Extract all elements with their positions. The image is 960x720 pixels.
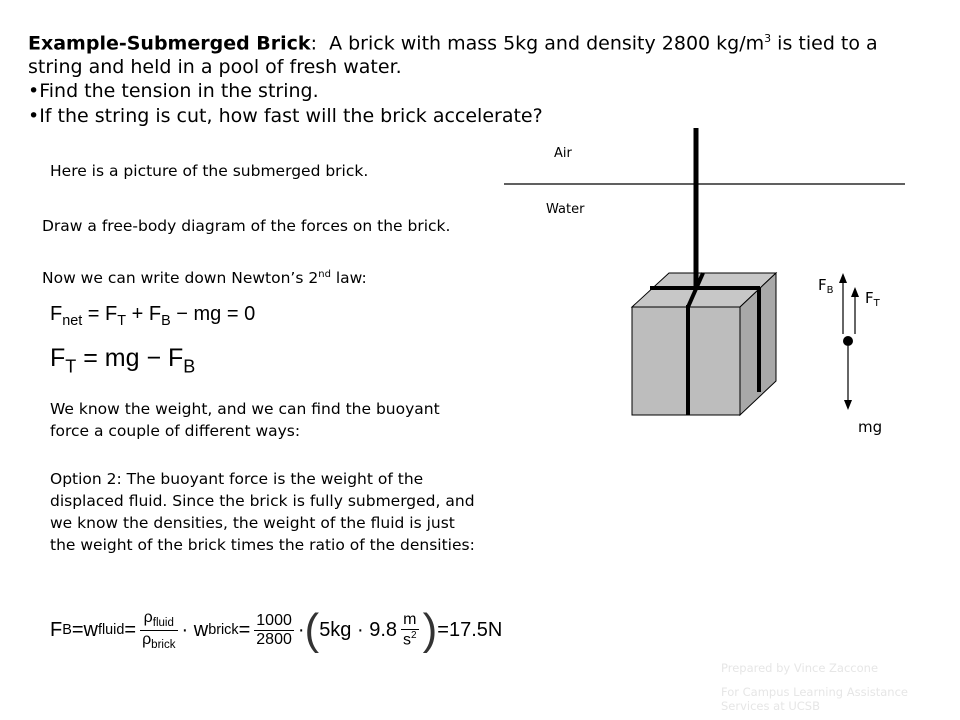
newton-intro-text: Now we can write down Newton’s 2 <box>42 269 319 288</box>
nd-sup: nd <box>318 269 331 280</box>
newton-tail: law: <box>330 269 367 288</box>
weight-arrowhead <box>844 400 852 410</box>
water-label: Water <box>546 202 585 217</box>
equation-tension: $F_T$ = mg − $F_B$ <box>50 344 196 377</box>
unit-fraction: $\frac{m}{s^2}$ <box>403 610 417 649</box>
numeric-ratio: $\frac{1000}{2800}$ <box>256 611 292 648</box>
footer-organization: For Campus Learning Assistance Services at UCSB <box>721 685 908 713</box>
equation-buoyant-force: F B = w fluid = $\frac{\rho_{fluid}}{\rho_{brick}}$ · w brick = $\frac{1000}{2800}$ · ( 5kg · 9.8 $\frac{m}{s^2}$ ) = 17.5N <box>50 605 503 654</box>
fbd-point <box>843 336 853 346</box>
buoyant-result: 17.5N <box>448 618 503 641</box>
fb-label: $F_B$ <box>818 276 834 296</box>
mg-label: mg <box>858 418 883 436</box>
picture-caption: Here is a picture of the submerged brick. <box>50 162 369 180</box>
equation-net-force: $F_{net} = F_T + F_B$ − mg = 0 <box>50 303 256 330</box>
option-2-text: Option 2: The buoyant force is the weight of the displaced fluid. Since the brick is fully submerged, and we know the densities, the weight of the fluid is just the weight of the brick times the ratio of the densities: <box>50 470 475 554</box>
density-ratio: $\frac{\rho_{fluid}}{\rho_{brick}}$ <box>142 609 176 651</box>
problem-text-2: is tied to a string and held in a pool of fresh water. <box>28 32 878 79</box>
title-colon: : <box>310 32 317 55</box>
footer-author: Prepared by Vince Zaccone <box>721 661 879 675</box>
cubed-sup: 3 <box>764 32 772 45</box>
buoyant-arrowhead <box>839 273 847 283</box>
left-paren: ( <box>304 605 320 654</box>
air-label: Air <box>554 146 572 161</box>
bullet-acceleration: •If the string is cut, how fast will the brick accelerate? <box>28 105 543 127</box>
weight-note: We know the weight, and we can find the buoyant force a couple of different ways: <box>50 400 440 440</box>
ft-label: $F_T$ <box>865 289 880 309</box>
problem-text-1: A brick with mass 5kg and density 2800 kg/m <box>329 32 765 55</box>
fbd-instruction: Draw a free-body diagram of the forces on the brick. <box>42 217 451 235</box>
bullet-tension: •Find the tension in the string. <box>28 80 319 102</box>
right-paren: ) <box>422 605 438 654</box>
problem-title: Example-Submerged Brick <box>28 32 311 55</box>
tension-arrowhead <box>851 287 859 297</box>
